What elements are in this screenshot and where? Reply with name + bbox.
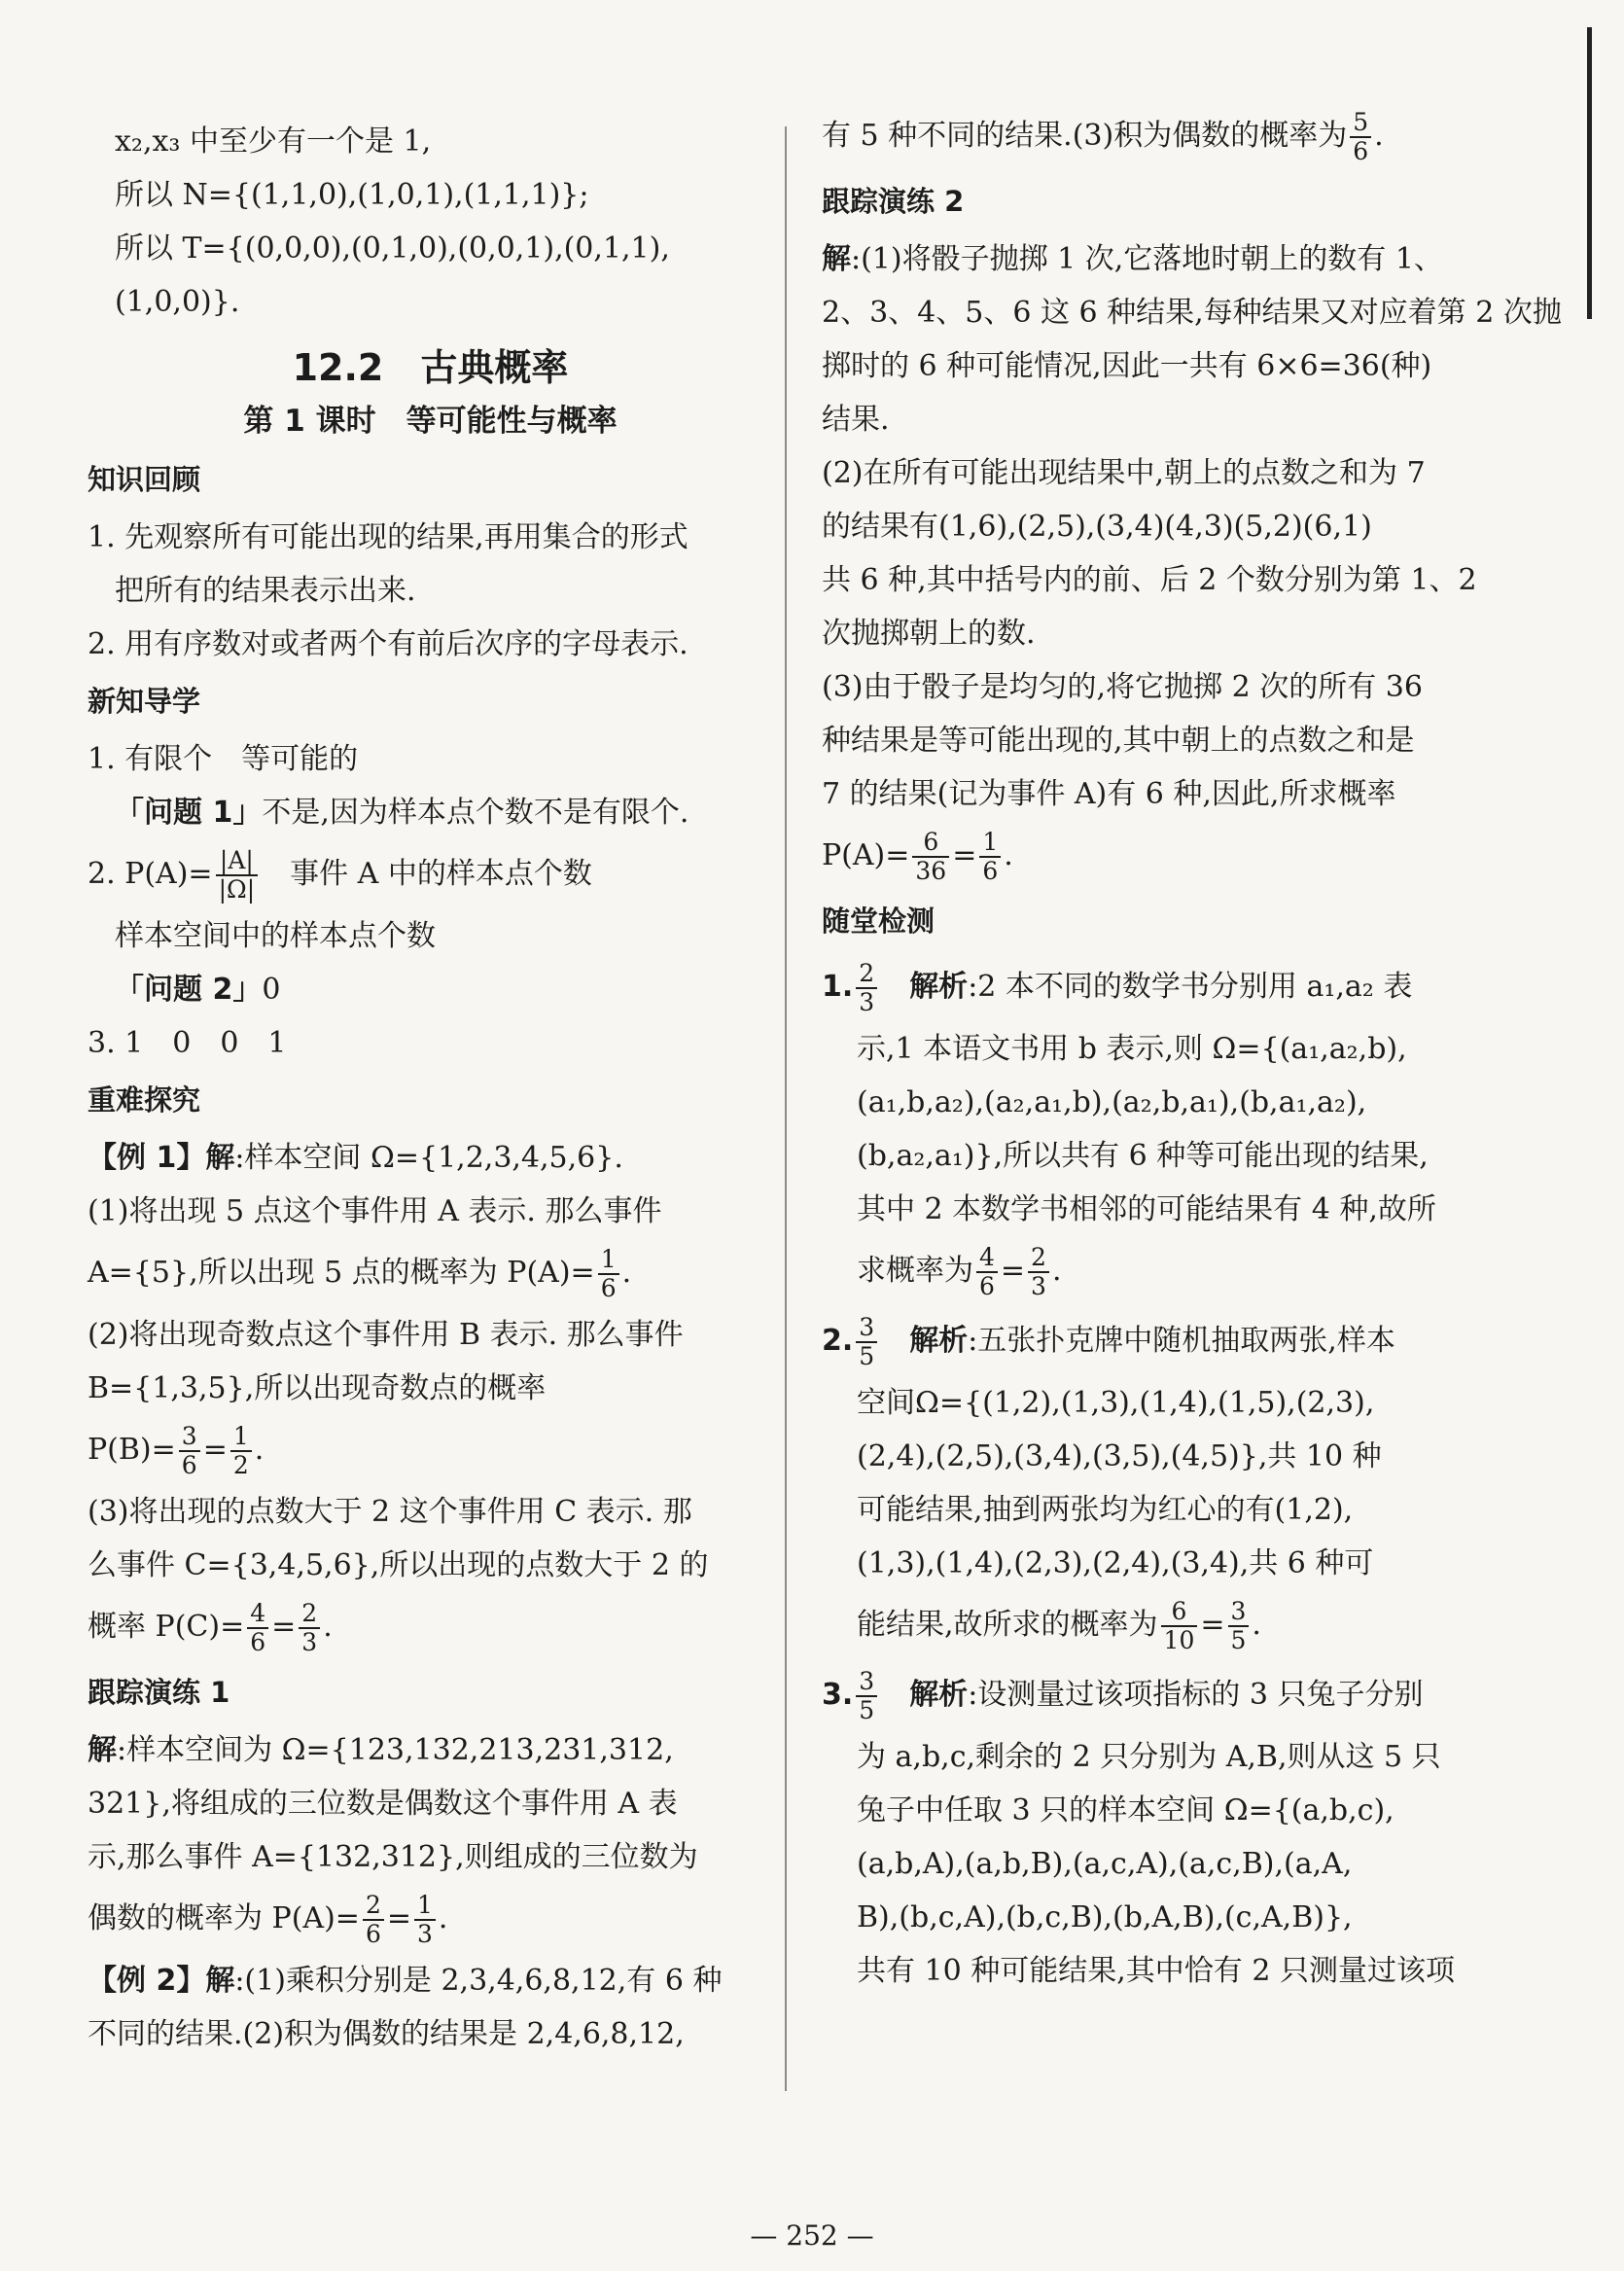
text-line: 把所有的结果表示出来.	[115, 574, 416, 608]
text-line: 掷时的 6 种可能情况,因此一共有 6×6=36(种)	[822, 349, 1432, 383]
text-line: (b,a₂,a₁)},所以共有 6 种等可能出现的结果,	[857, 1139, 1429, 1173]
text-line: (3)将出现的点数大于 2 这个事件用 C 表示. 那	[88, 1495, 692, 1529]
text-line: 样本空间中的样本点个数	[115, 919, 436, 953]
formula-line: P(A)= $\frac{6}{36}$ = $\frac{1}{6}$ .	[822, 828, 1013, 885]
chapter-title: 12.2 古典概率	[292, 346, 569, 389]
example-label: 【例 1】解	[88, 1141, 235, 1175]
text-line: 为 a,b,c,剩余的 2 只分别为 A,B,则从这 5 只	[857, 1740, 1441, 1774]
fraction: $\frac{|A|}{|\Omega|}$	[216, 847, 259, 904]
text-line: 可能结果,抽到两张均为红心的有(1,2),	[857, 1493, 1354, 1527]
text-line: (3)由于骰子是均匀的,将它抛掷 2 次的所有 36	[822, 670, 1423, 704]
page-number: — 252 —	[750, 2219, 874, 2252]
text-line: 【例 2】解:(1)乘积分别是 2,3,4,6,8,12,有 6 种	[88, 1964, 723, 1998]
text-line: x₂,x₃ 中至少有一个是 1,	[115, 124, 432, 159]
text-line: 其中 2 本数学书相邻的可能结果有 4 种,故所	[857, 1192, 1436, 1226]
text-line: B={1,3,5},所以出现奇数点的概率	[88, 1371, 547, 1405]
formula-line: 求概率为 $\frac{4}{6}$ = $\frac{2}{3}$ .	[857, 1243, 1062, 1300]
formula-line: P(B)= $\frac{3}{6}$ = $\frac{1}{2}$ .	[88, 1422, 265, 1479]
answer-fraction: $\frac{2}{3}$	[856, 960, 877, 1016]
text-line: 的结果有(1,6),(2,5),(3,4)(4,3)(5,2)(6,1)	[822, 510, 1372, 544]
solution-label: 解	[88, 1733, 117, 1767]
analysis-label: 解析	[909, 970, 969, 1004]
text-line: 1. 先观察所有可能出现的结果,再用集合的形式	[88, 520, 688, 554]
text-line: 共有 10 种可能结果,其中恰有 2 只测量过该项	[857, 1954, 1455, 1988]
fraction: $\frac{6}{36}$	[912, 829, 949, 885]
formula-line: 概率 P(C)= $\frac{4}{6}$ = $\frac{2}{3}$ .	[88, 1599, 333, 1656]
text-line: 「问题 2」0	[115, 973, 281, 1007]
text-line: 示,那么事件 A={132,312},则组成的三位数为	[88, 1840, 698, 1874]
text-line: 兔子中任取 3 只的样本空间 Ω={(a,b,c),	[857, 1793, 1395, 1827]
analysis-label: 解析	[909, 1678, 969, 1712]
text-line: (2)将出现奇数点这个事件用 B 表示. 那么事件	[88, 1318, 684, 1352]
question-line: 2. $\frac{3}{5}$ 解析:五张扑克牌中随机抽取两张,样本	[822, 1313, 1395, 1370]
text-line: 解:(1)将骰子抛掷 1 次,它落地时朝上的数有 1、	[822, 242, 1443, 276]
formula-line: 偶数的概率为 P(A)= $\frac{2}{6}$ = $\frac{1}{3}$ .	[88, 1891, 448, 1948]
page-edge-mark	[1587, 27, 1592, 319]
section-heading: 重难探究	[88, 1083, 201, 1117]
analysis-label: 解析	[909, 1324, 969, 1358]
section-heading: 新知导学	[88, 685, 201, 718]
text-line: 空间Ω={(1,2),(1,3),(1,4),(1,5),(2,3),	[857, 1386, 1375, 1420]
fraction: $\frac{3}{6}$	[179, 1423, 200, 1479]
text-line: (1,0,0)}.	[115, 285, 240, 319]
text-line: 7 的结果(记为事件 A)有 6 种,因此,所求概率	[822, 777, 1396, 811]
formula-line: 2. P(A)= $\frac{|A|}{|\Omega|}$ 事件 A 中的样本点个数	[88, 846, 592, 904]
fraction: $\frac{1}{2}$	[230, 1423, 252, 1479]
question-line: 3. $\frac{3}{5}$ 解析:设测量过该项指标的 3 只兔子分别	[822, 1667, 1424, 1724]
fraction: $\frac{4}{6}$	[976, 1244, 998, 1300]
fraction: $\frac{1}{6}$	[598, 1246, 619, 1302]
answer-fraction: $\frac{3}{5}$	[856, 1314, 877, 1370]
formula-line: 有 5 种不同的结果.(3)积为偶数的概率为 $\frac{5}{6}$ .	[822, 108, 1384, 165]
text-line: 2. 用有序数对或者两个有前后次序的字母表示.	[88, 627, 688, 661]
solution-label: 解	[822, 242, 851, 276]
text-line: 不同的结果.(2)积为偶数的结果是 2,4,6,8,12,	[88, 2017, 685, 2051]
text-line: B),(b,c,A),(b,c,B),(b,A,B),(c,A,B)},	[857, 1900, 1353, 1934]
fraction: $\frac{6}{10}$	[1161, 1598, 1198, 1654]
text-line: 种结果是等可能出现的,其中朝上的点数之和是	[822, 724, 1415, 758]
text-line: 次抛掷朝上的数.	[822, 617, 1036, 651]
text-line: 1. 有限个 等可能的	[88, 742, 359, 776]
text-line: 结果.	[822, 403, 890, 437]
column-divider	[785, 126, 787, 2091]
right-column	[822, 108, 1562, 1998]
fraction: $\frac{2}{3}$	[1028, 1244, 1049, 1300]
fraction: $\frac{2}{6}$	[363, 1892, 384, 1948]
text-line: 共 6 种,其中括号内的前、后 2 个数分别为第 1、2	[822, 563, 1477, 597]
formula-line: 能结果,故所求的概率为 $\frac{6}{10}$ = $\frac{3}{5}$ .	[857, 1597, 1261, 1654]
text-line: 【例 1】解:样本空间 Ω={1,2,3,4,5,6}.	[88, 1141, 623, 1175]
fraction: $\frac{3}{5}$	[1228, 1598, 1250, 1654]
section-heading: 跟踪演练 1	[88, 1676, 230, 1709]
text-line: 示,1 本语文书用 b 表示,则 Ω={(a₁,a₂,b),	[857, 1032, 1407, 1066]
question-line: 1. $\frac{2}{3}$ 解析:2 本不同的数学书分别用 a₁,a₂ 表	[822, 959, 1413, 1016]
text-line: (a₁,b,a₂),(a₂,a₁,b),(a₂,b,a₁),(b,a₁,a₂),	[857, 1085, 1367, 1119]
section-heading: 随堂检测	[822, 905, 936, 938]
question-label: 「问题 2」	[115, 973, 263, 1007]
left-column	[88, 115, 773, 2061]
text-line: (2,4),(2,5),(3,4),(3,5),(4,5)},共 10 种	[857, 1439, 1382, 1473]
text-line: 「问题 1」不是,因为样本点个数不是有限个.	[115, 796, 689, 830]
text-line: (1)将出现 5 点这个事件用 A 表示. 那么事件	[88, 1194, 662, 1228]
text-line: (1,3),(1,4),(2,3),(2,4),(3,4),共 6 种可	[857, 1546, 1374, 1580]
lesson-title: 第 1 课时 等可能性与概率	[243, 404, 618, 439]
text-line: 2、3、4、5、6 这 6 种结果,每种结果又对应着第 2 次抛	[822, 296, 1562, 330]
text-line: (a,b,A),(a,b,B),(a,c,A),(a,c,B),(a,A,	[857, 1847, 1353, 1881]
text-line: (2)在所有可能出现结果中,朝上的点数之和为 7	[822, 456, 1426, 490]
fraction: $\frac{1}{6}$	[979, 829, 1001, 885]
section-heading: 跟踪演练 2	[822, 185, 965, 218]
fraction: $\frac{4}{6}$	[247, 1600, 268, 1656]
text-line: 解:样本空间为 Ω={123,132,213,231,312,	[88, 1733, 674, 1767]
text-line: 3. 1 0 0 1	[88, 1026, 287, 1060]
text-line: 321},将组成的三位数是偶数这个事件用 A 表	[88, 1787, 678, 1821]
fraction: $\frac{2}{3}$	[299, 1600, 320, 1656]
answer-fraction: $\frac{3}{5}$	[856, 1668, 877, 1724]
text-line: 么事件 C={3,4,5,6},所以出现的点数大于 2 的	[88, 1548, 709, 1582]
example-label: 【例 2】解	[88, 1964, 235, 1998]
formula-line: A={5},所以出现 5 点的概率为 P(A)= $\frac{1}{6}$ .	[88, 1245, 632, 1302]
text-line: 所以 N={(1,1,0),(1,0,1),(1,1,1)};	[115, 178, 589, 212]
question-label: 「问题 1」	[115, 796, 263, 830]
text-line: 所以 T={(0,0,0),(0,1,0),(0,0,1),(0,1,1),	[115, 231, 670, 266]
fraction: $\frac{5}{6}$	[1350, 109, 1371, 165]
section-heading: 知识回顾	[88, 463, 201, 496]
fraction: $\frac{1}{3}$	[414, 1892, 436, 1948]
